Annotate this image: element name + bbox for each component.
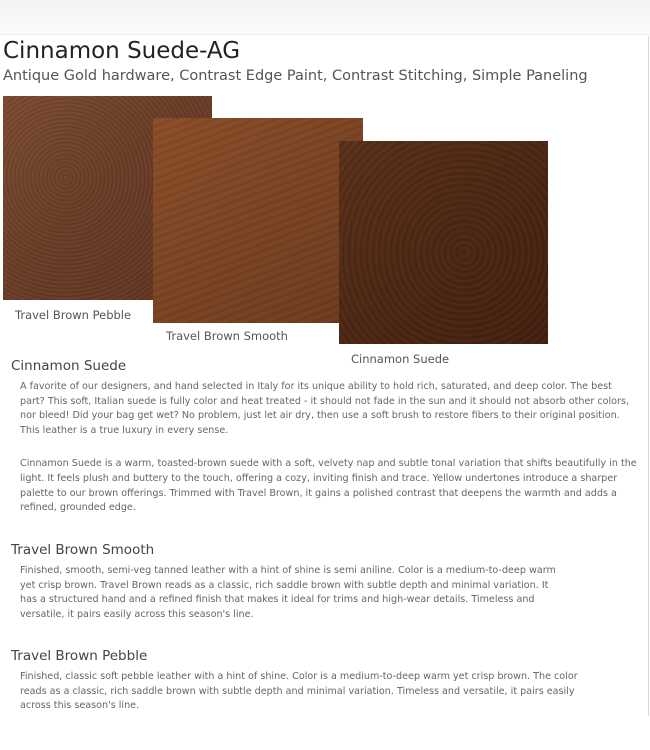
section-travel-brown-smooth: [11, 542, 636, 622]
section-paragraph: A favorite of our designers, and hand selected in Italy for its unique ability to hold rich, saturated, and deep color. The best part? This soft, Italian suede is fully color and heat treated - it should not fade in the sun and it should not absorb other colors, nor bleed! Did your bag get wet? No problem, just let air dry, then use a soft brush to restore fibers to their original position. This leather is a true luxury in every sense.: [20, 381, 630, 436]
swatch-caption-suede: Cinnamon Suede: [351, 352, 450, 366]
section-cinnamon-suede: [11, 358, 636, 516]
top-bar: [0, 0, 650, 35]
section-paragraph: Finished, smooth, semi-veg tanned leather with a hint of shine is semi aniline. Color is a medium-to-deep warm yet crisp brown. Travel Brown reads as a classic, rich saddle brown with subtle depth and minimal variation. It has a structured hand and a refined finish that makes it ideal for trims and high-wear details. Timeless and versatile, it pairs easily across this season's line.: [20, 565, 556, 620]
product-subtitle: Antique Gold hardware, Contrast Edge Paint, Contrast Stitching, Simple Paneling: [3, 68, 588, 84]
swatch-caption-pebble: Travel Brown Pebble: [15, 308, 132, 322]
section-heading: Cinnamon Suede: [11, 358, 127, 374]
section-paragraph: Finished, classic soft pebble leather with a hint of shine. Color is a medium-to-deep warm yet crisp brown. The color reads as a classic, rich saddle brown with subtle depth and minimal variation. Timeless and versatile, it pairs easily across this season's line.: [20, 671, 578, 712]
section-heading: Travel Brown Smooth: [11, 542, 155, 558]
section-paragraph: Cinnamon Suede is a warm, toasted-brown suede with a soft, velvety nap and subtle tonal variation that shifts beautifully in the light. It feels plush and buttery to the touch, offering a cozy, inviting finish and trace. Yellow undertones introduce a sharper palette to our brown offerings. Trimmed with Travel Brown, it gains a polished contrast that deepens the warmth and adds a refined, grounded edge.: [20, 458, 637, 514]
swatch-travel-brown-smooth[interactable]: [153, 118, 363, 323]
page-edge-rule: [648, 36, 649, 716]
section-heading: Travel Brown Pebble: [11, 648, 148, 664]
product-title: Cinnamon Suede-AG: [3, 38, 241, 64]
swatch-cinnamon-suede[interactable]: [339, 141, 548, 344]
section-travel-brown-pebble: [11, 648, 636, 714]
swatch-caption-smooth: Travel Brown Smooth: [166, 329, 288, 343]
